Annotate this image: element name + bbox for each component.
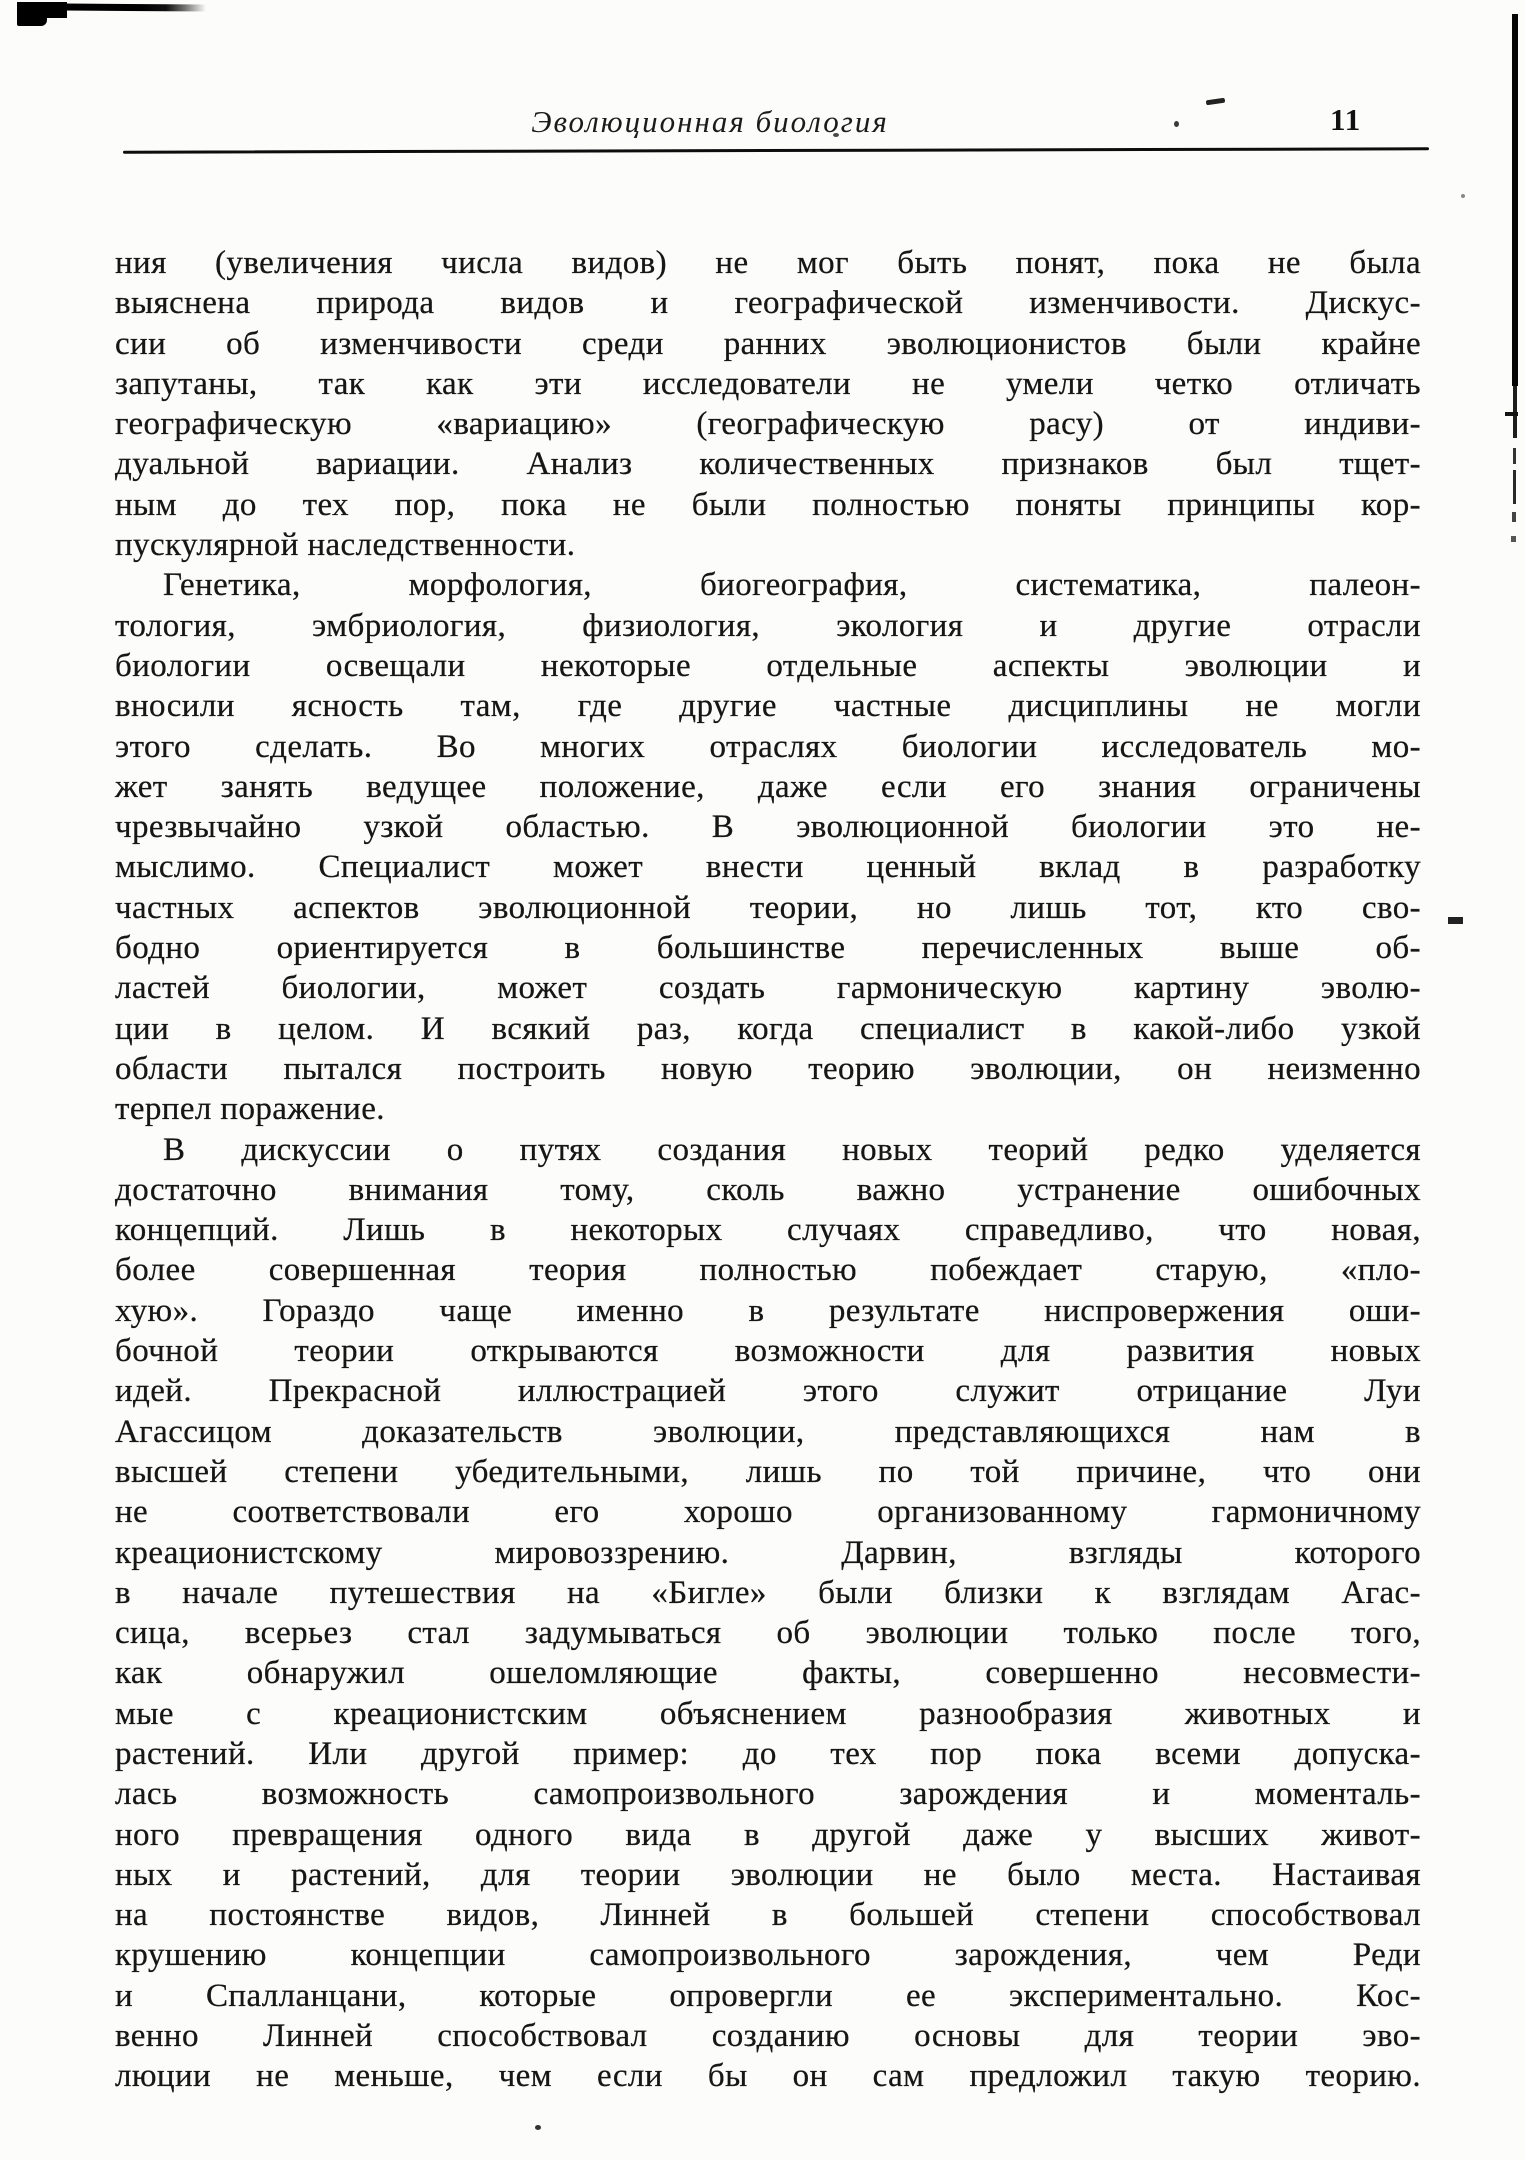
text-line: терпел поражение. [115,1091,385,1128]
running-title: Эволюционная биология [531,104,889,139]
text-line: чрезвычайно узкой областью. В эволюционной биологии это не- [115,809,1421,846]
text-line: ных и растений, для теории эволюции не было места. Настаивая [115,1856,1421,1893]
text-line: более совершенная теория полностью побеждает старую, «пло- [115,1252,1421,1289]
scan-corner-mark-lower [17,18,47,26]
text-line: тология, эмбриология, физиология, экология и другие отрасли [115,607,1421,644]
scan-margin-mark [1448,917,1463,924]
text-line: этого сделать. Во многих отраслях биологии исследователь мо- [115,728,1421,765]
scan-speck [1461,194,1465,198]
text-line: ного превращения одного вида в другой даже у высших живот- [115,1816,1421,1853]
scan-speck [535,2125,541,2130]
text-line: не соответствовали его хорошо организованному гармоничному [115,1494,1421,1531]
text-line: как обнаружил ошеломляющие факты, совершенно несовмести- [115,1655,1421,1692]
text-line: ным до тех пор, пока не были полностью поняты принципы кор- [115,486,1421,523]
text-line: вносили ясность там, где другие частные дисциплины не могли [115,688,1421,725]
scan-corner-mark [17,2,67,18]
text-line: достаточно внимания тому, сколь важно устранение ошибочных [115,1171,1421,1208]
text-line: хую». Гораздо чаще именно в результате ниспровержения оши- [115,1292,1421,1329]
text-line: выяснена природа видов и географической изменчивости. Дискус- [115,285,1421,322]
text-line: на постоянстве видов, Линней в большей степени способствовал [115,1897,1421,1934]
header-rule [123,147,1429,153]
text-line: креационистскому мировоззрению. Дарвин, взгляды которого [115,1534,1421,1571]
text-line: венно Линней способствовал созданию основы для теории эво- [115,2018,1421,2055]
text-line: ции в целом. И всякий раз, когда специалист в какой-либо узкой [115,1010,1421,1047]
text-line: географическую «вариацию» (географическую расу) от индиви- [115,406,1421,443]
text-line: идей. Прекрасной иллюстрацией этого служит отрицание Луи [115,1373,1421,1410]
text-line: частных аспектов эволюционной теории, но лишь тот, кто сво- [115,889,1421,926]
text-line: дуальной вариации. Анализ количественных признаков был тщет- [115,446,1421,483]
scan-right-edge-dash [1511,536,1516,542]
text-line: бочной теории открываются возможности для развития новых [115,1333,1421,1370]
text-line: высшей степени убедительными, лишь по той причине, что они [115,1453,1421,1490]
text-line: Агассицом доказательств эволюции, представляющихся нам в [115,1413,1421,1450]
scan-right-edge-dash [1513,470,1516,504]
text-line: В дискуссии о путях создания новых теорий редко уделяется [163,1131,1421,1168]
text-line: сица, всерьез стал задумываться об эволюции только после того, [115,1615,1421,1652]
page-number: 11 [1330,102,1362,137]
text-line: мые с креационистским объяснением разнообразия животных и [115,1695,1421,1732]
text-column [115,243,1421,2097]
text-line: ния (увеличения числа видов) не мог быть понят, пока не была [115,245,1421,281]
text-line: растений. Или другой пример: до тех пор пока всеми допуска- [115,1735,1421,1772]
text-line: пускулярной наследственности. [115,527,576,564]
scan-right-edge-line [1512,14,1518,386]
scan-right-edge-tick [1505,412,1518,416]
text-line: крушению концепции самопроизвольного зарождения, чем Реди [115,1937,1421,1974]
scan-right-edge-dash [1513,448,1516,464]
text-line: запутаны, так как эти исследователи не умели четко отличать [115,365,1421,402]
text-line: области пытался построить новую теорию эволюции, он неизменно [115,1050,1421,1087]
text-line: ластей биологии, может создать гармоническую картину эволю- [115,970,1421,1007]
text-line: жет занять ведущее положение, даже если его знания ограничены [115,768,1421,805]
text-line: и Спалланцани, которые опровергли ее экспериментально. Кос- [115,1977,1421,2014]
text-line: бодно ориентируется в большинстве перечисленных выше об- [115,930,1421,967]
text-line: лась возможность самопроизвольного зарождения и моменталь- [115,1776,1421,1813]
text-line: биологии освещали некоторые отдельные аспекты эволюции и [115,647,1421,684]
scan-corner-tail [64,4,206,12]
text-line: мыслимо. Специалист может внести ценный вклад в разработку [115,849,1421,886]
text-line: сии об изменчивости среди ранних эволюционистов были крайне [115,325,1421,362]
scan-right-edge-dash [1512,512,1516,522]
text-line: люции не меньше, чем если бы он сам предложил такую теорию. [115,2058,1421,2095]
text-line: в начале путешествия на «Бигле» были близки к взглядам Агас- [115,1574,1421,1611]
text-line: концепций. Лишь в некоторых случаях справедливо, что новая, [115,1212,1421,1249]
text-line: Генетика, морфология, биогеография, систематика, палеон- [163,567,1421,604]
